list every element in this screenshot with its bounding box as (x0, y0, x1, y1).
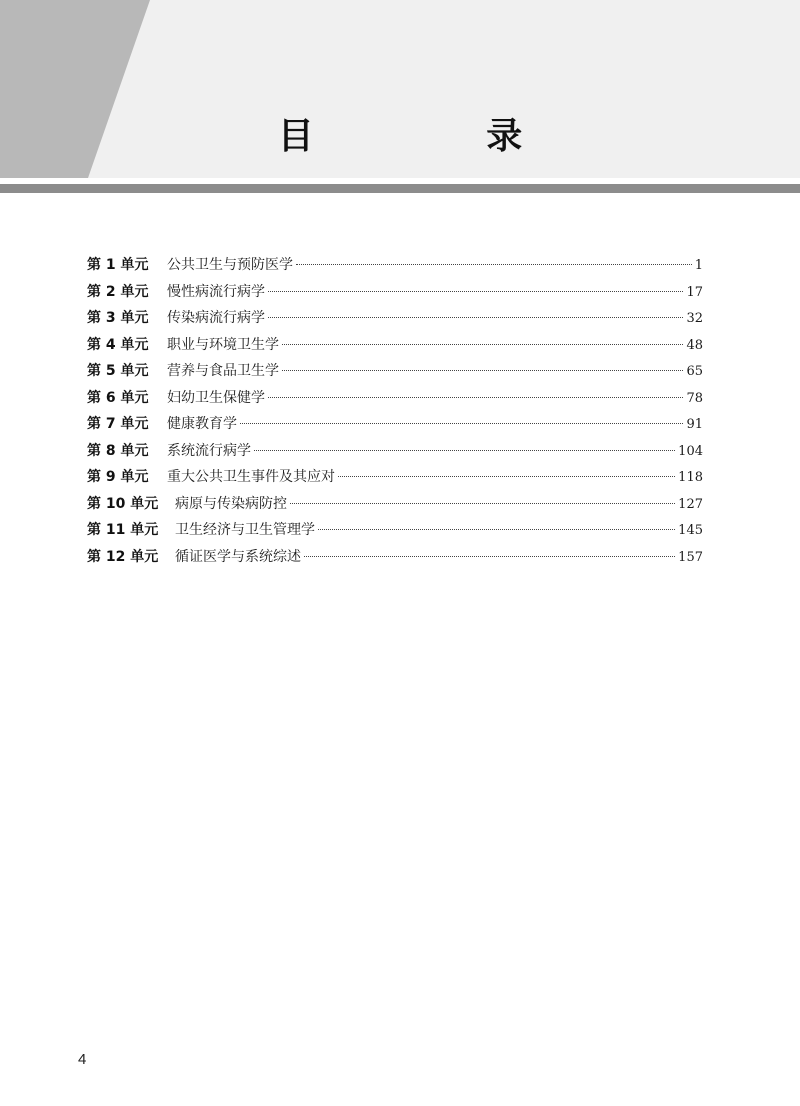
toc-dot-leader (338, 476, 675, 477)
toc-unit-title: 公共卫生与预防医学 (167, 257, 293, 273)
toc-unit-label: 第 1 单元 (87, 257, 149, 273)
toc-entry[interactable] (87, 252, 703, 279)
toc-unit-title: 病原与传染病防控 (175, 495, 287, 512)
toc-dot-leader (318, 529, 675, 530)
toc-page-number: 32 (686, 311, 703, 326)
toc-unit-label: 第 9 单元 (87, 469, 149, 485)
toc-dot-leader (268, 291, 683, 292)
page-number: 4 (78, 1051, 87, 1068)
toc-entry[interactable] (87, 358, 703, 385)
toc-unit-label: 第 12 单元 (87, 548, 159, 565)
toc-unit-label: 第 3 单元 (87, 310, 149, 326)
toc-entry[interactable] (87, 385, 703, 412)
toc-unit-label: 第 6 单元 (87, 389, 149, 406)
header-rule (0, 184, 800, 193)
toc-unit-title: 传染病流行病学 (167, 310, 265, 326)
toc-page-number: 78 (686, 390, 703, 406)
toc-page-number: 91 (686, 417, 703, 432)
toc-entry[interactable] (87, 491, 703, 518)
toc-dot-leader (268, 317, 683, 318)
toc-dot-leader (268, 397, 683, 398)
toc-unit-label: 第 7 单元 (87, 416, 149, 432)
toc-unit-title: 营养与食品卫生学 (167, 363, 279, 379)
toc-entry[interactable] (87, 305, 703, 332)
toc-entry[interactable] (87, 332, 703, 359)
toc-unit-title: 妇幼卫生保健学 (167, 389, 265, 406)
toc-unit-title: 卫生经济与卫生管理学 (175, 522, 315, 538)
toc-unit-title: 职业与环境卫生学 (167, 336, 279, 353)
toc-unit-label: 第 10 单元 (87, 495, 159, 512)
toc-unit-label: 第 11 单元 (87, 522, 159, 538)
toc-page-number: 48 (686, 337, 703, 353)
toc-unit-label: 第 5 单元 (87, 363, 149, 379)
toc-page-number: 17 (686, 284, 703, 300)
toc-dot-leader (304, 556, 675, 557)
header-decoration (0, 0, 800, 196)
toc-unit-title: 健康教育学 (167, 416, 237, 432)
toc-unit-title: 慢性病流行病学 (167, 283, 265, 300)
toc-entry[interactable] (87, 438, 703, 465)
toc-page-number: 145 (678, 523, 703, 538)
toc-dot-leader (282, 370, 683, 371)
toc-entry[interactable] (87, 544, 703, 571)
toc-unit-title: 重大公共卫生事件及其应对 (167, 469, 335, 485)
toc-page-number: 127 (678, 496, 703, 512)
toc-entry[interactable] (87, 517, 703, 544)
table-of-contents (87, 252, 703, 570)
page-header-band (0, 0, 800, 196)
toc-dot-leader (290, 503, 675, 504)
toc-dot-leader (282, 344, 683, 345)
toc-dot-leader (240, 423, 683, 424)
toc-page-number: 65 (686, 364, 703, 379)
toc-page-number: 118 (678, 470, 703, 485)
toc-dot-leader (296, 264, 692, 265)
toc-unit-label: 第 2 单元 (87, 283, 149, 300)
toc-page-number: 157 (678, 549, 703, 565)
toc-unit-label: 第 4 单元 (87, 336, 149, 353)
toc-entry[interactable] (87, 411, 703, 438)
toc-unit-label: 第 8 单元 (87, 442, 149, 459)
toc-unit-title: 循证医学与系统综述 (175, 548, 301, 565)
toc-unit-title: 系统流行病学 (167, 442, 251, 459)
toc-page-number: 1 (694, 258, 703, 273)
page-title: 目 录 (277, 116, 603, 157)
toc-entry[interactable] (87, 279, 703, 306)
toc-dot-leader (254, 450, 675, 451)
toc-page-number: 104 (678, 443, 703, 459)
toc-entry[interactable] (87, 464, 703, 491)
